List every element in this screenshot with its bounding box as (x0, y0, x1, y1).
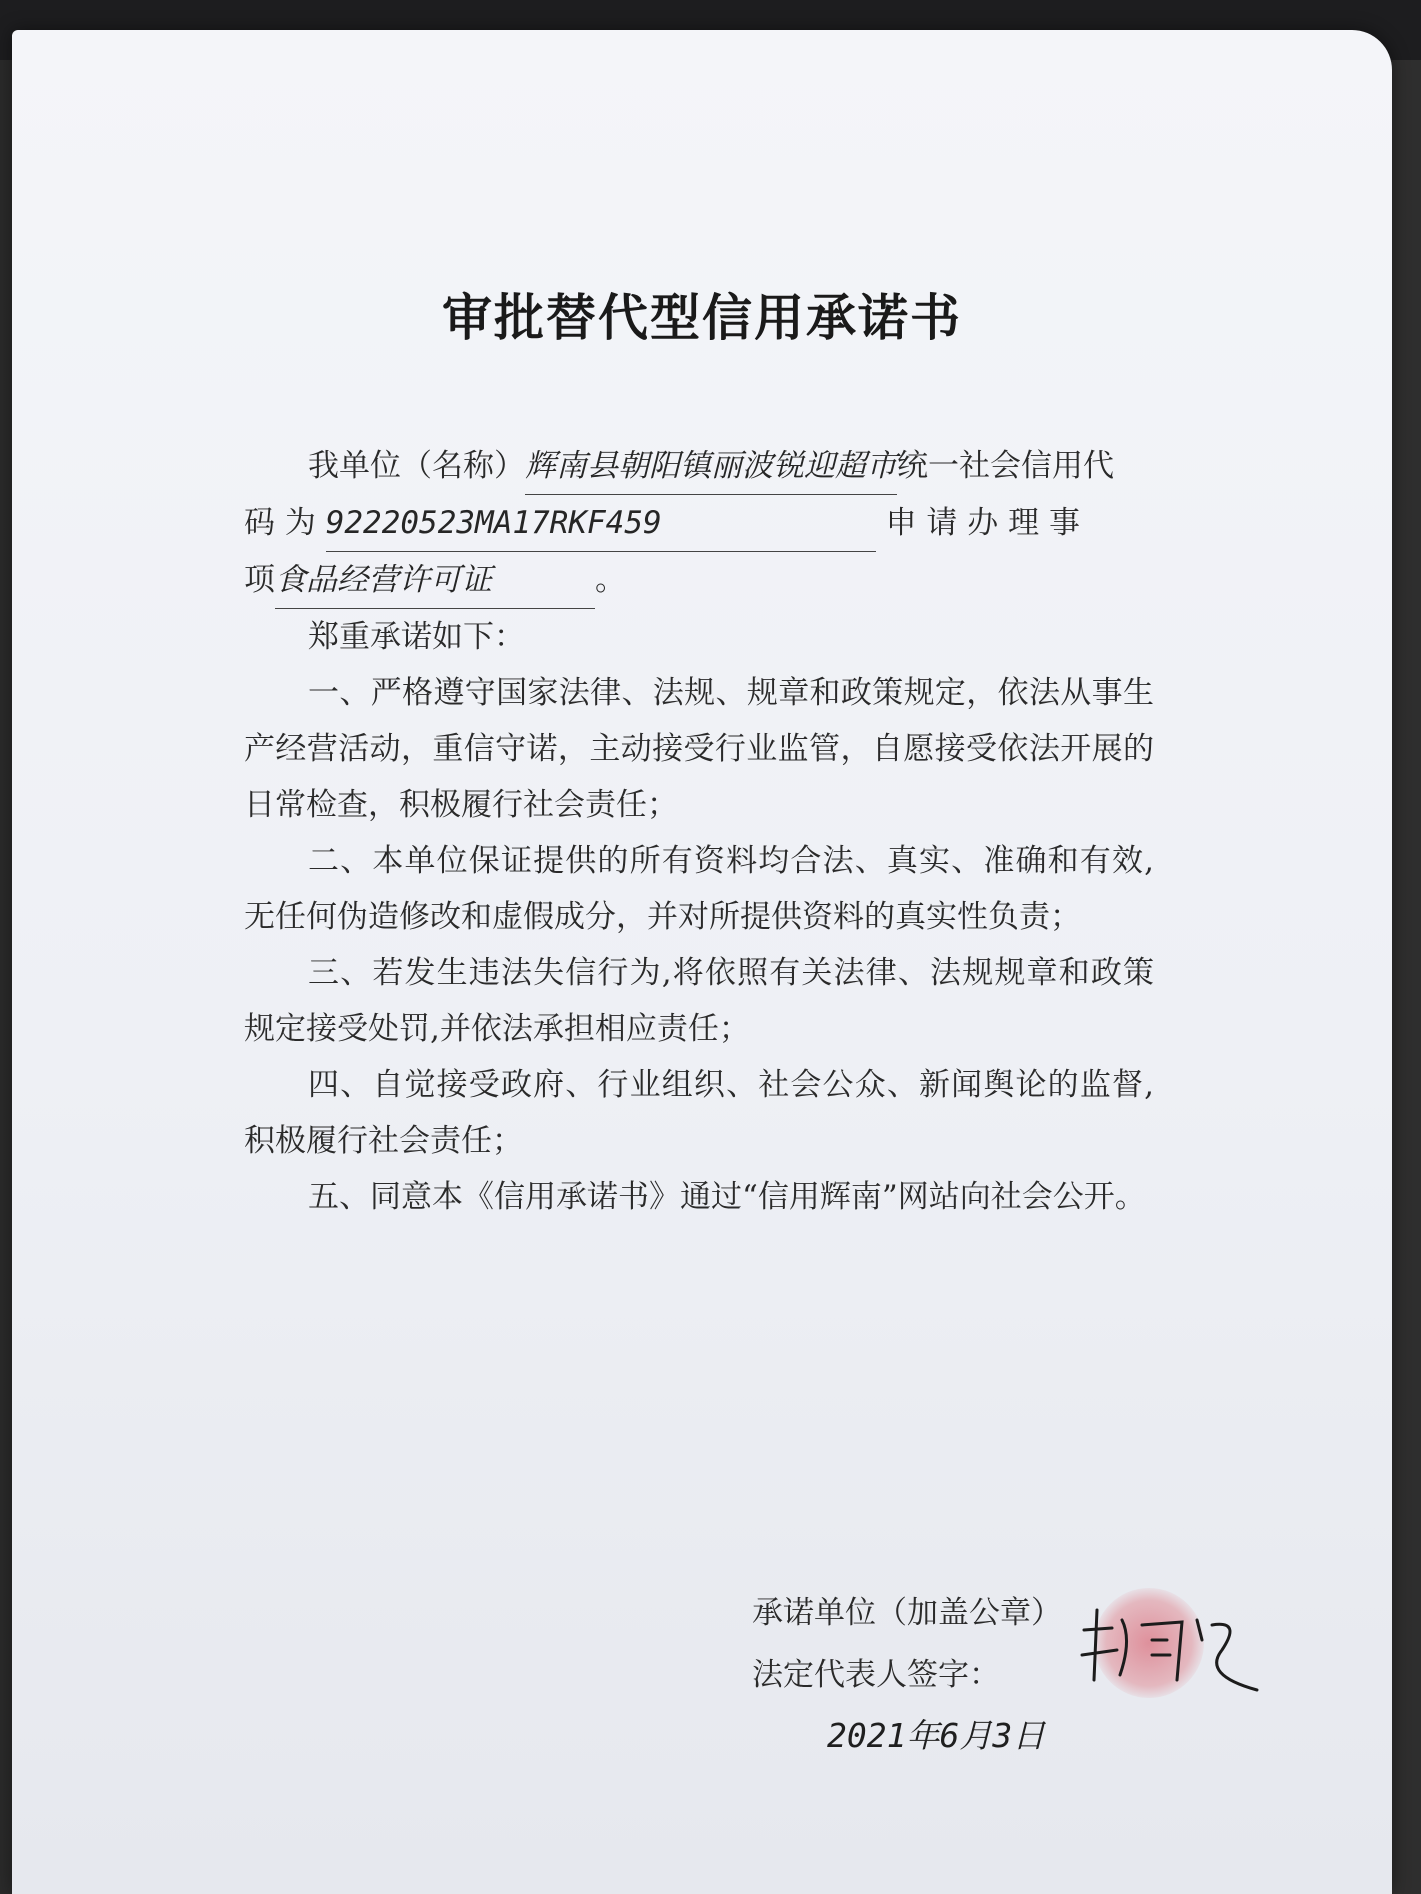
clause-2: 二、本单位保证提供的所有资料均合法、真实、准确和有效,无任何伪造修改和虚假成分，并对所提供资料的真实性负责； (244, 843, 1154, 935)
applicant-line-3 (244, 552, 1154, 609)
line3-prefix: 项 (244, 562, 275, 598)
applicant-line-2 (244, 495, 1154, 552)
clause-1: 一、严格遵守国家法律、法规、规章和政策规定，依法从事生产经营活动，重信守诺，主动接受行业监管，自愿接受依法开展的日常检查，积极履行社会责任； (244, 675, 1154, 823)
item-field: 食品经营许可证 (275, 552, 595, 609)
applicant-line-1 (244, 438, 1154, 495)
clause-5: 五、同意本《信用承诺书》通过“信用辉南”网站向社会公开。 (308, 1179, 1146, 1215)
credit-code-field: 92220523MA17RKF459 (326, 495, 876, 552)
sign-unit-label: 承诺单位（加盖公章） (752, 1595, 1062, 1631)
intro-line: 郑重承诺如下： (308, 619, 525, 655)
line1-suffix: 统一社会信用代 (897, 448, 1114, 484)
signature-block (752, 1582, 1062, 1706)
clause-3: 三、若发生违法失信行为,将依照有关法律、法规规章和政策规定接受处罚,并依法承担相应责任； (244, 955, 1154, 1047)
handwritten-signature (1072, 1590, 1272, 1700)
document-title: 审批替代型信用承诺书 (442, 289, 962, 347)
clause-4: 四、自觉接受政府、行业组织、社会公众、新闻舆论的监督,积极履行社会责任； (244, 1067, 1154, 1159)
unit-name-field: 辉南县朝阳镇丽波锐迎超市 (525, 438, 897, 495)
line3-suffix: 。 (595, 562, 626, 598)
legal-rep-label: 法定代表人签字： (752, 1657, 1000, 1693)
signature-date: 2021年6月3日 (827, 1716, 1046, 1755)
document-body (244, 438, 1154, 1225)
line1-prefix: 我单位（名称） (308, 448, 525, 484)
line2-suffix: 申 请 办 理 事 (885, 505, 1080, 541)
document-page (12, 30, 1392, 1894)
line2-prefix: 码 为 (244, 505, 316, 541)
